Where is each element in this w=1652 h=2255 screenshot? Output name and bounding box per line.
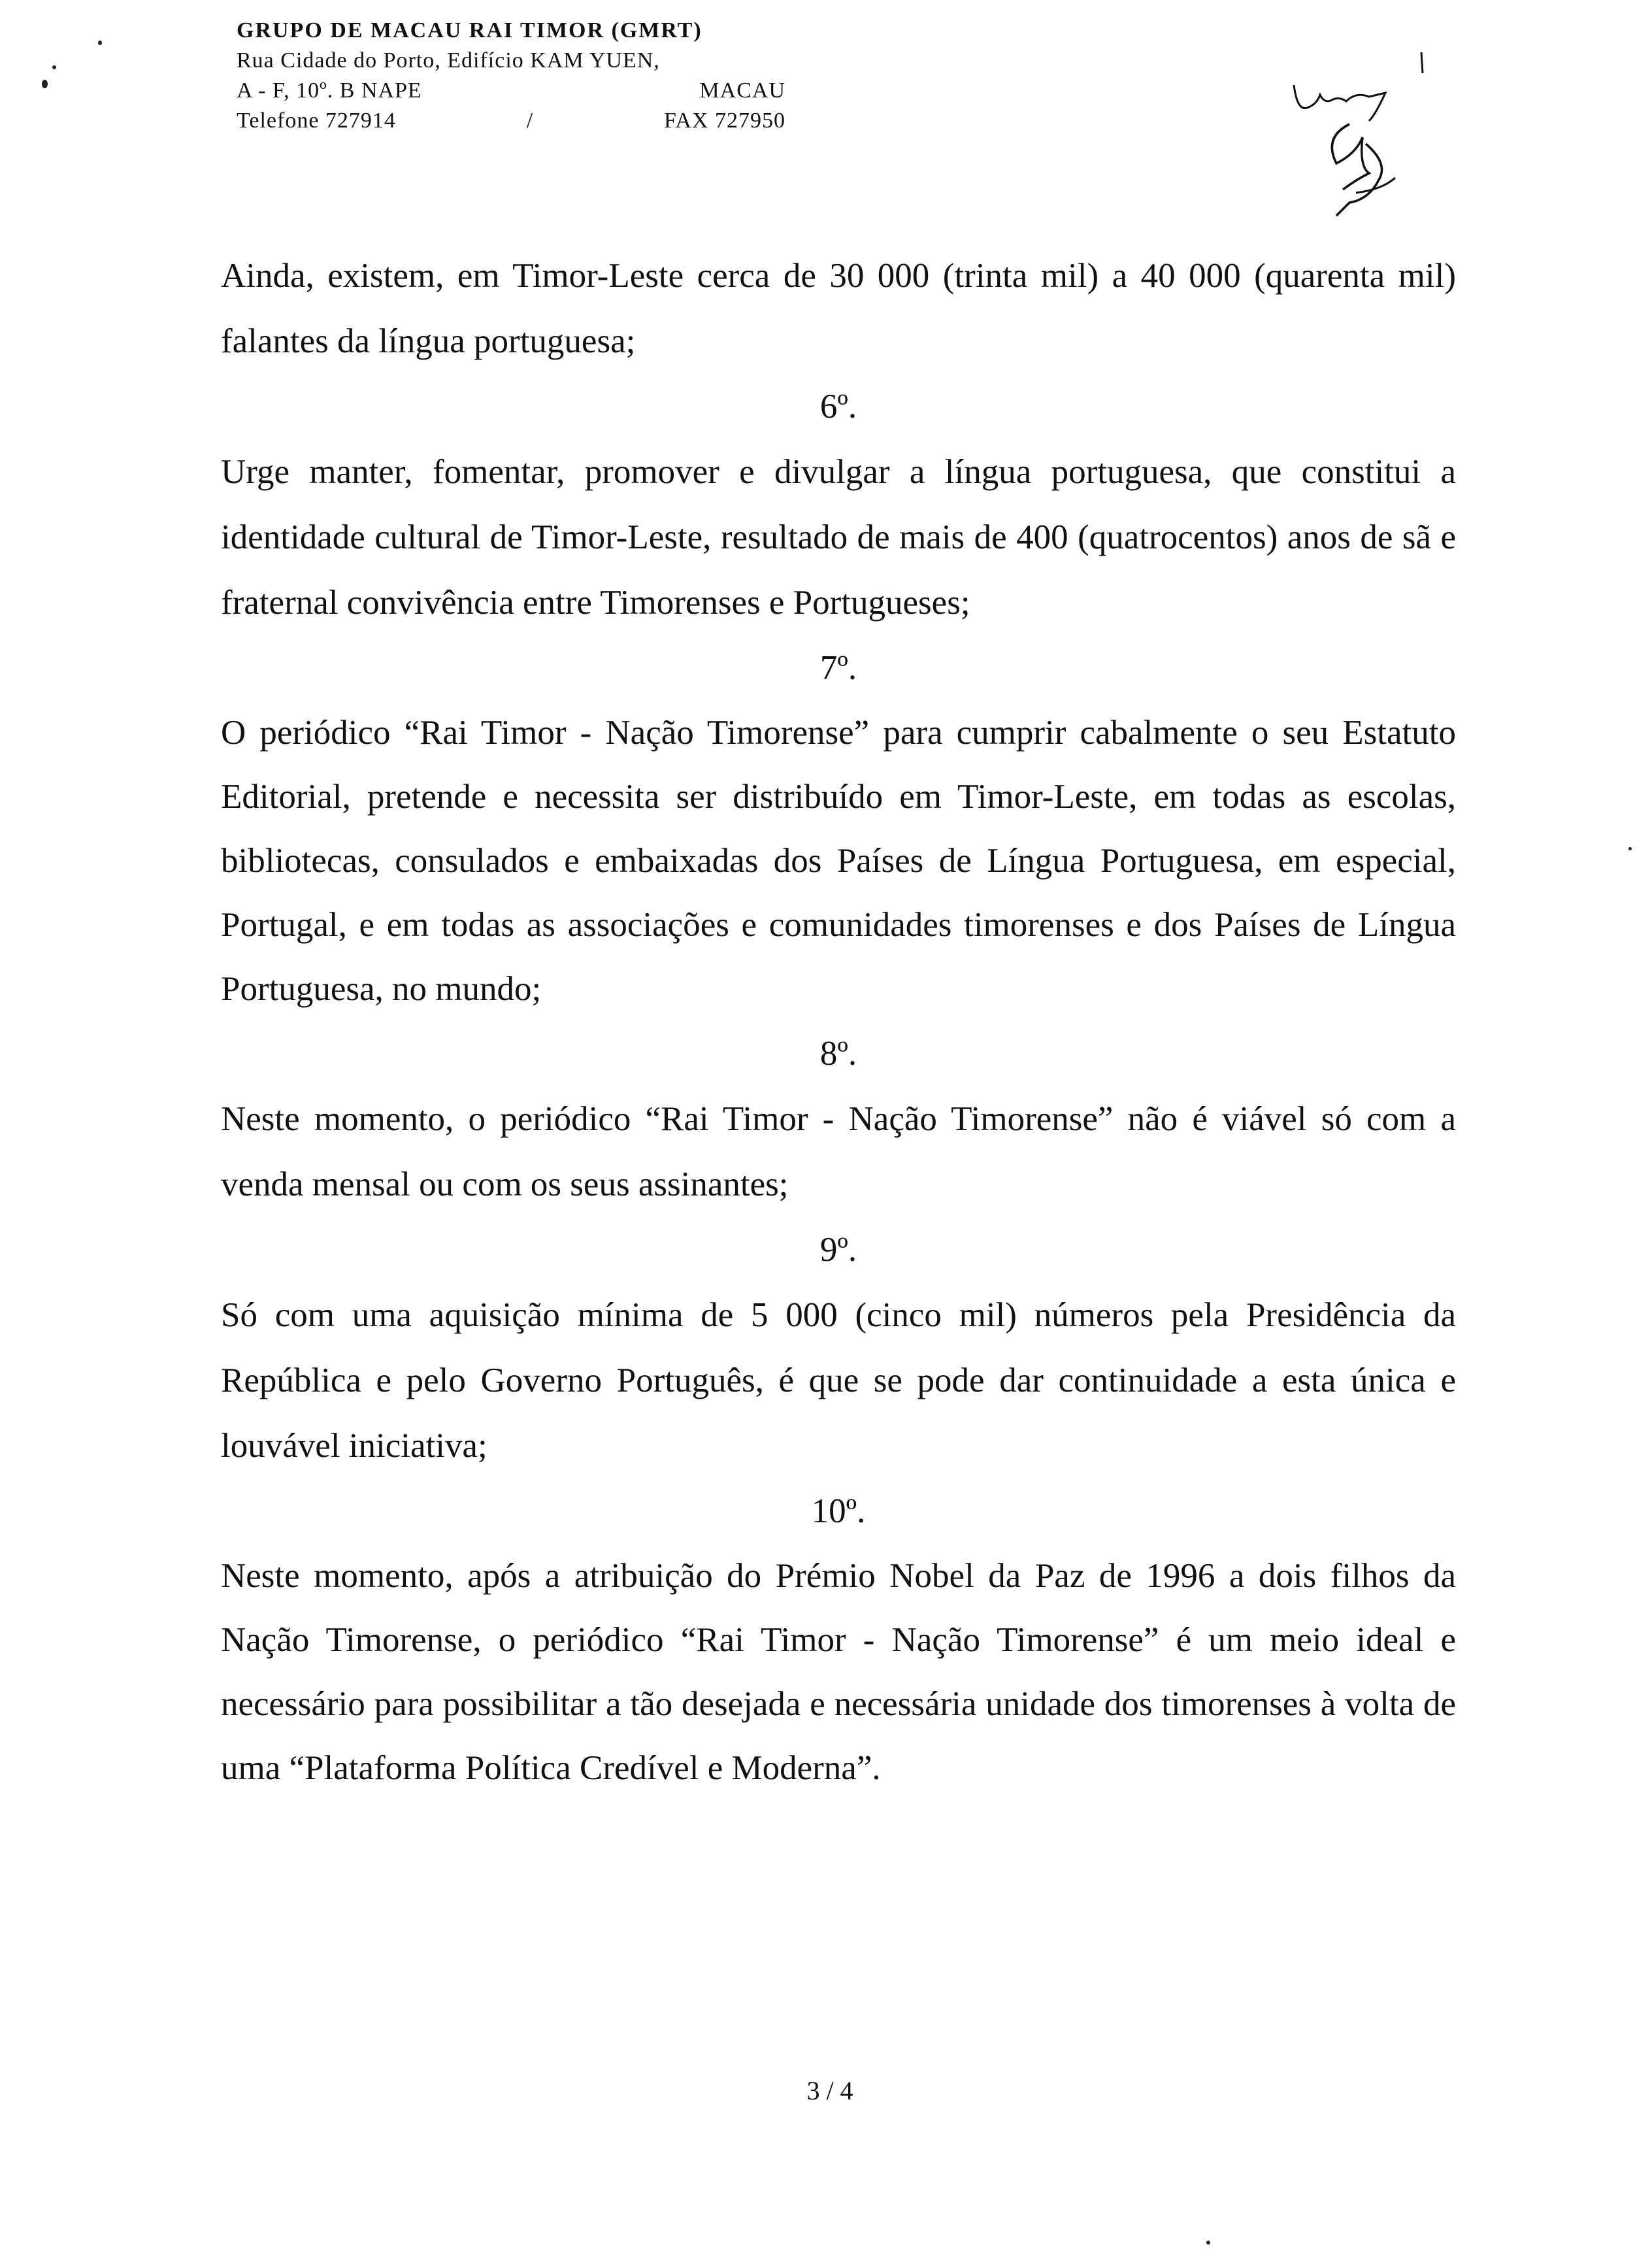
item-number: 6º. — [819, 388, 857, 426]
scan-speck — [1628, 847, 1632, 850]
address-line-2 — [237, 76, 785, 106]
item-paragraph: O periódico “Rai Timor - Nação Timorense” para cumprir cabalmente o seu Estatuto Editorial, pretende e necessita ser distribuído em Timor-Leste, em todas as escolas, bibliotecas, consulados e embaixadas dos Países de Língua Portuguesa, em especial, Portugal, e em todas as associações e comunidades timorenses e dos Países de Língua Portuguesa, no mundo; — [221, 714, 1456, 1008]
page-number: 3 / 4 — [806, 2076, 853, 2105]
address-city: MACAU — [699, 78, 785, 103]
organization-name: GRUPO DE MACAU RAI TIMOR (GMRT) — [237, 18, 702, 42]
item-paragraph: Neste momento, o periódico “Rai Timor - Nação Timorense” não é viável só com a venda mensal ou com os seus assinantes; — [221, 1100, 1456, 1203]
item-number: 9º. — [819, 1231, 857, 1269]
address-line-2-left: A - F, 10º. B NAPE — [237, 78, 422, 103]
scan-speck — [52, 65, 56, 69]
document-body — [221, 243, 1456, 1800]
item-number: 10º. — [811, 1492, 866, 1530]
phone-number: Telefone 727914 — [237, 109, 396, 133]
item-paragraph: Neste momento, após a atribuição do Prémio Nobel da Paz de 1996 a dois filhos da Nação Timorense, o periódico “Rai Timor - Nação Timorense” é um meio ideal e necessário para possibilitar a tão desejada e necessária unidade dos timorenses à volta de uma “Plataforma Política Credível e Moderna”. — [221, 1557, 1456, 1787]
scan-speck — [42, 80, 48, 88]
address-line-1: Rua Cidade do Porto, Edifício KAM YUEN, — [237, 48, 660, 73]
letterhead — [237, 16, 785, 136]
fax-number: FAX 727950 — [663, 109, 785, 133]
intro-paragraph: Ainda, existem, em Timor-Leste cerca de 30 000 (trinta mil) a 40 000 (quarenta mil) falantes da língua portuguesa; — [221, 257, 1456, 360]
scan-speck — [98, 41, 102, 45]
contact-line — [237, 106, 785, 136]
item-paragraph: Só com uma aquisição mínima de 5 000 (cinco mil) números pela Presidência da República e pelo Governo Português, é que se pode dar continuidade a esta única e louvável iniciativa; — [221, 1296, 1456, 1465]
handwritten-annotation — [1278, 39, 1447, 222]
item-number: 7º. — [819, 649, 857, 687]
scan-speck — [1206, 2241, 1210, 2245]
item-number: 8º. — [819, 1035, 857, 1073]
item-paragraph: Urge manter, fomentar, promover e divulgar a língua portuguesa, que constitui a identidade cultural de Timor-Leste, resultado de mais de 400 (quatrocentos) anos de sã e fraternal convivência entre Timorenses e Portugueses; — [221, 453, 1456, 622]
contact-separator: / — [526, 109, 534, 133]
